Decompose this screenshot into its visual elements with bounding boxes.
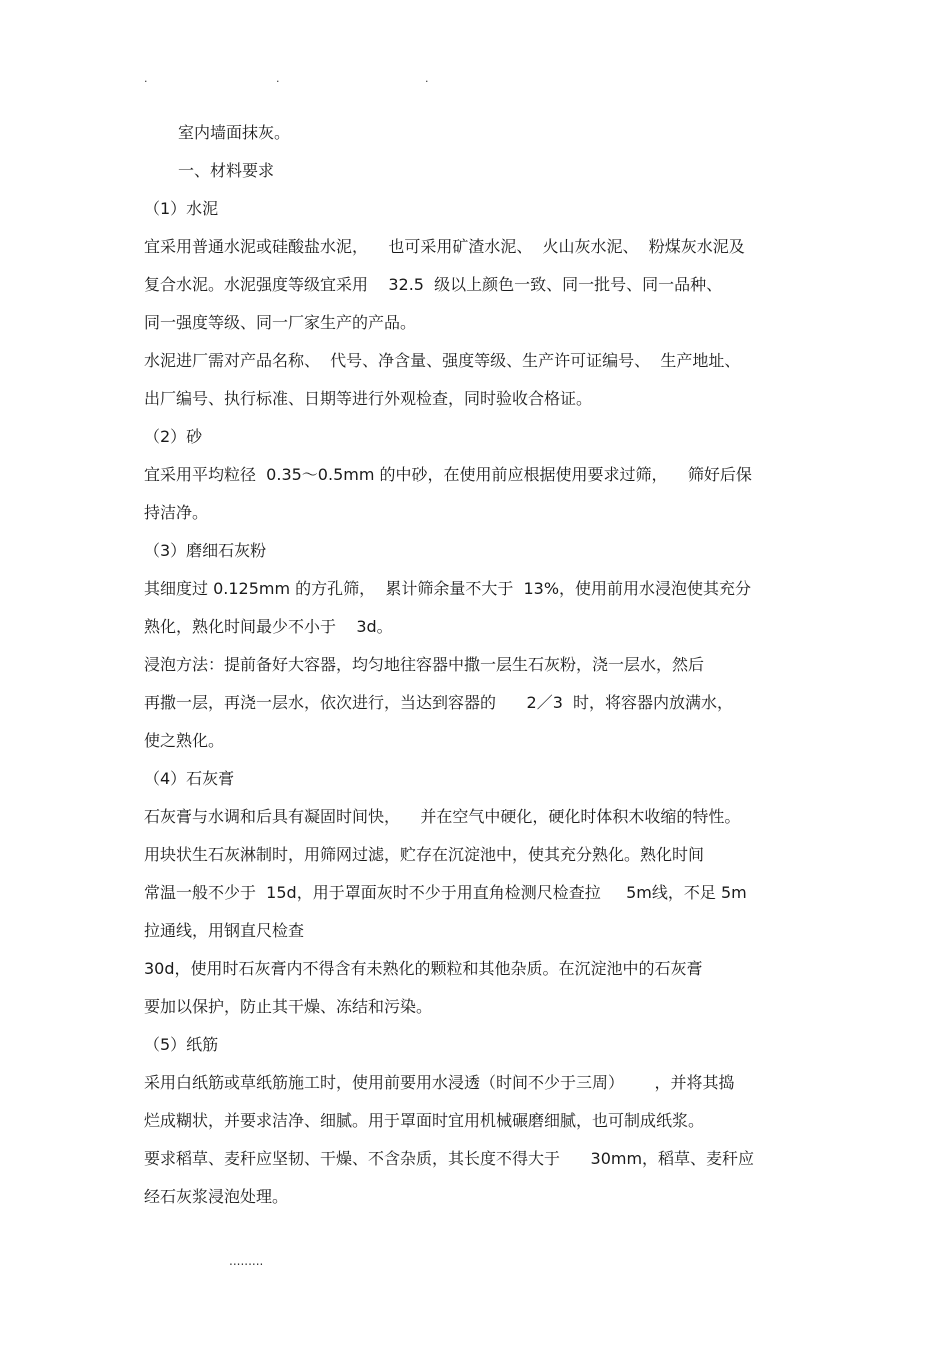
text-line: 一、材料要求: [178, 161, 275, 180]
text-line: （5）纸筋: [144, 1035, 219, 1054]
text-line: 要加以保护，防止其干燥、冻结和污染。: [144, 997, 433, 1016]
text-line: 再撒一层，再浇一层水，依次进行，当达到容器的 2／3 时，将容器内放满水，: [144, 693, 734, 712]
document-body: [144, 114, 844, 1216]
header-dot-1: .: [144, 72, 148, 85]
text-line: 室内墙面抹灰。: [178, 123, 291, 142]
text-line: 复合水泥。水泥强度等级宜采用 32.5 级以上颜色一致、同一批号、同一品种、: [144, 275, 723, 294]
text-line: （2）砂: [144, 427, 203, 446]
text-line: 其细度过 0.125mm 的方孔筛， 累计筛余量不大于 13%，使用前用水浸泡使其充分: [144, 579, 752, 598]
text-line: 同一强度等级、同一厂家生产的产品。: [144, 313, 417, 332]
text-line: 石灰膏与水调和后具有凝固时间快， 并在空气中硬化，硬化时体积木收缩的特性。: [144, 807, 741, 826]
text-line: 宜采用普通水泥或硅酸盐水泥， 也可采用矿渣水泥、 火山灰水泥、 粉煤灰水泥及: [144, 237, 745, 256]
text-line: 烂成糊状，并要求洁净、细腻。用于罩面时宜用机械碾磨细腻，也可制成纸浆。: [144, 1111, 705, 1130]
text-line: （4）石灰膏: [144, 769, 235, 788]
header-dot-2: .: [276, 72, 280, 85]
text-line: 常温一般不少于 15d，用于罩面灰时不少于用直角检测尺检查拉 5m线，不足 5m: [144, 883, 747, 902]
text-line: 持洁净。: [144, 503, 209, 522]
text-line: 水泥进厂需对产品名称、 代号、净含量、强度等级、生产许可证编号、 生产地址、: [144, 351, 741, 370]
footer-dots: .........: [229, 1254, 264, 1268]
text-line: 30d，使用时石灰膏内不得含有未熟化的颗粒和其他杂质。在沉淀池中的石灰膏: [144, 959, 703, 978]
text-line: 宜采用平均粒径 0.35～0.5mm 的中砂，在使用前应根据使用要求过筛， 筛好后保: [144, 465, 752, 484]
text-line: 浸泡方法：提前备好大容器，均匀地往容器中撒一层生石灰粉，浇一层水，然后: [144, 655, 705, 674]
text-line: 经石灰浆浸泡处理。: [144, 1187, 289, 1206]
text-line: 熟化，熟化时间最少不小于 3d。: [144, 617, 393, 636]
text-line: 使之熟化。: [144, 731, 225, 750]
text-line: 采用白纸筋或草纸筋施工时，使用前要用水浸透（时间不少于三周） ，并将其捣: [144, 1073, 735, 1092]
text-line: （1）水泥: [144, 199, 219, 218]
text-line: 拉通线，用钢直尺检查: [144, 921, 305, 940]
text-line: （3）磨细石灰粉: [144, 541, 267, 560]
text-line: 出厂编号、执行标准、日期等进行外观检查，同时验收合格证。: [144, 389, 593, 408]
text-line: 用块状生石灰淋制时，用筛网过滤，贮存在沉淀池中，使其充分熟化。熟化时间: [144, 845, 705, 864]
text-line: 要求稻草、麦秆应坚韧、干燥、不含杂质，其长度不得大于 30mm，稻草、麦秆应: [144, 1149, 755, 1168]
header-dot-3: .: [425, 72, 429, 85]
